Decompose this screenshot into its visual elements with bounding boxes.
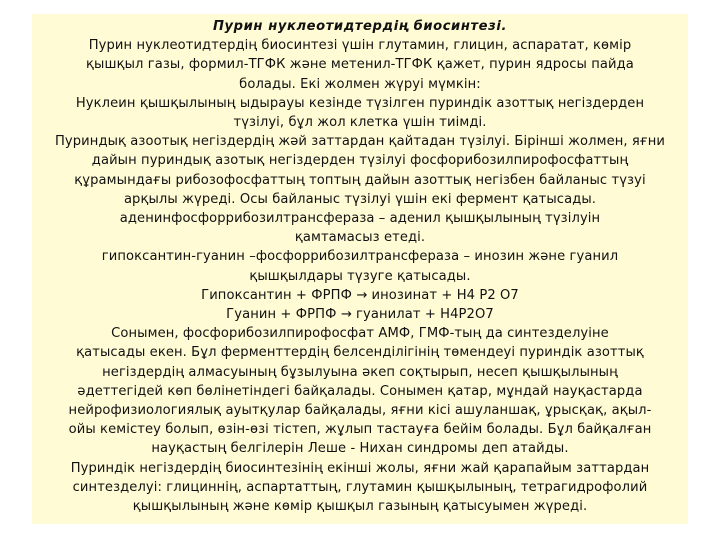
text-line: гипоксантин-гуанин –фосфоррибозилтрансфераза – инозин және гуанил: [101, 249, 619, 265]
text-line: синтезделуі: глициннің, аспартаттың, глутамин қышқылының, тетрагидрофолий: [72, 479, 648, 495]
text-line: Сонымен, фосфорибозилпирофосфат АМФ, ГМФ-тың да синтезделуіне: [111, 326, 609, 342]
text-line: Нуклеин қышқылының ыдырауы кезінде түзілген пуриндік азоттық негіздерден: [75, 95, 645, 111]
text-line: құрамындағы рибозофосфаттың топтың дайын азоттық негізбен байланыс түзуі: [74, 172, 646, 188]
text-line: түзілуі, бұл жол клетка үшін тиімді.: [233, 115, 487, 131]
text-line: нейрофизиологиялық ауытқулар байқалады, яғни кісі ашуланшақ, ұрысқақ, ақыл-: [68, 403, 652, 419]
text-line: әдеттегідей көп бөлінетіндегі байқалады. Сонымен қатар, мұндай науқастарда: [77, 383, 643, 399]
text-line: қышқылдары түзуге қатысады.: [249, 268, 471, 284]
document-title: Пурин нуклеотидтердің биосинтезі.: [212, 19, 508, 34]
text-line: аденинфосфоррибозилтрансфераза – аденил қышқылының түзілуін: [119, 211, 601, 227]
text-line: Пуриндік негіздердің биосинтезінің екінші жолы, яғни жай қарапайым заттардан: [70, 460, 650, 476]
text-line: дайын пуриндық азотық негіздерден түзілуі фосфорибозилпирофосфаттың: [91, 153, 629, 169]
document-body: [32, 14, 688, 524]
text-line: қышқыл газы, формил-ТГФК және метенил-ТГФК қажет, пурин ядросы пайда: [86, 57, 634, 73]
text-line: қамтамасыз етеді.: [294, 230, 426, 246]
reaction-equation: Гипоксантин + ФРПФ → инозинат + Н4 Р2 О7: [201, 287, 519, 303]
text-line: Пуриндық азоотық негіздердің жәй заттардан қайтадан түзілуі. Бірінші жолмен, яғни: [54, 134, 666, 150]
reaction-equation: Гуанин + ФРПФ → гуанилат + Н4Р2О7: [226, 307, 494, 323]
text-line: арқылы жүреді. Осы байланыс түзілуі үшін екі фермент қатысады.: [123, 191, 597, 207]
text-line: Пурин нуклеотидтердің биосинтезі үшін глутамин, глицин, аспаратат, көмір: [88, 38, 632, 54]
text-line: ойы кемістеу болып, өзін-өзі тістеп, жұлып тастауға бейім болады. Бұл байқалған: [68, 422, 652, 438]
text-line: қатысады екен. Бұл ферменттердің белсенділігінің төмендеуі пуриндік азоттық: [76, 345, 644, 361]
text-line: қышқылының және көмір қышқыл газының қатысуымен жүреді.: [132, 499, 588, 515]
text-line: негіздердің алмасуының бұзылуына әкеп соқтырып, несеп қышқылының: [102, 364, 618, 380]
text-line: болады. Екі жолмен жүруі мүмкін:: [239, 76, 481, 92]
text-line: науқастың белгілерін Леше - Нихан синдромы деп атайды.: [151, 441, 569, 457]
